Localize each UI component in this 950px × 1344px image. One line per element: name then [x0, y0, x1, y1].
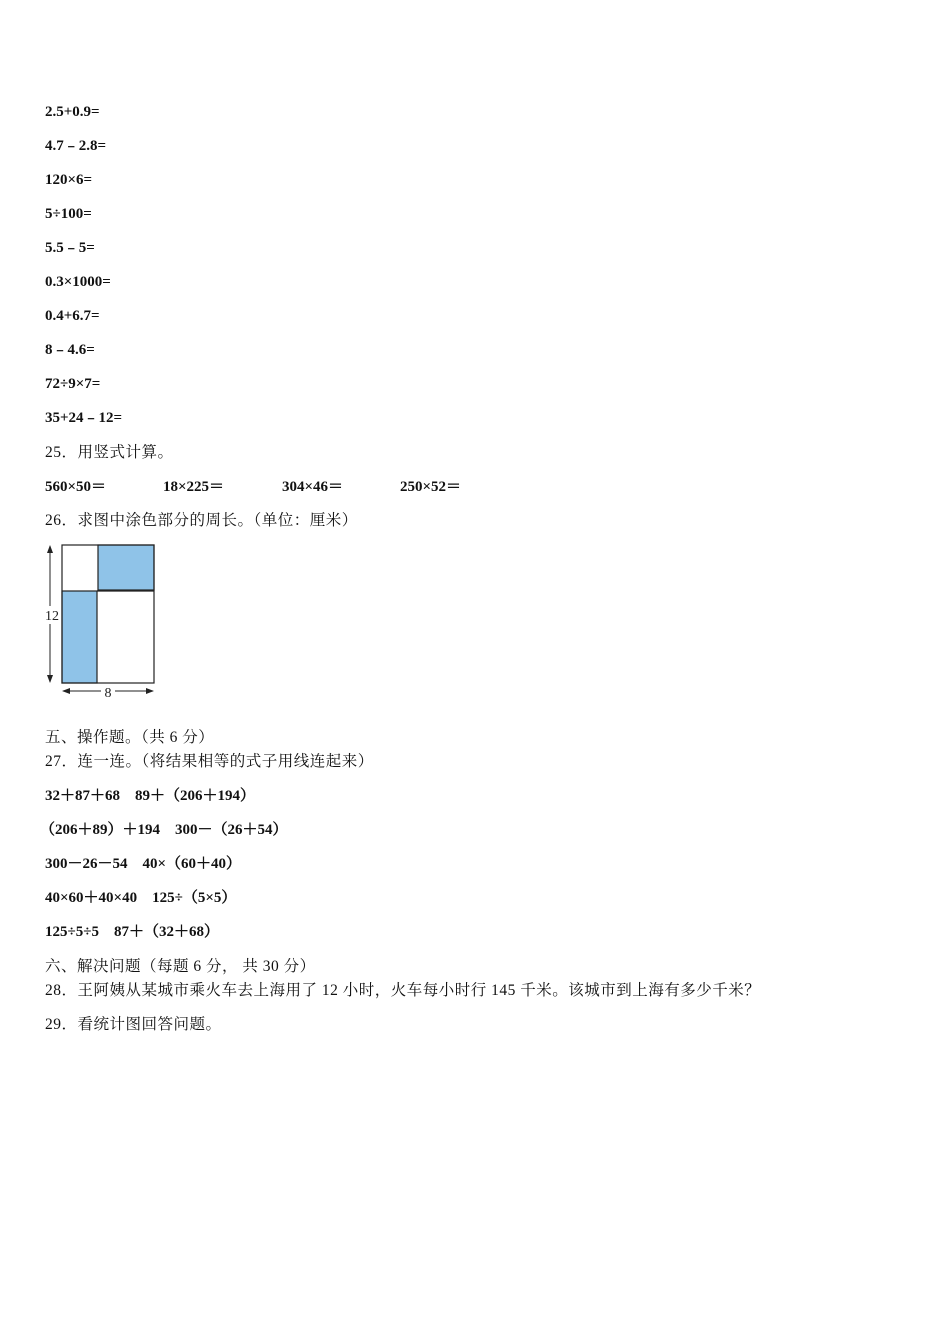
shaded-region-top — [98, 545, 154, 590]
oral-calc-item: 5.5﹣5= — [45, 240, 95, 256]
oral-calc-item: 120×6= — [45, 172, 93, 188]
oral-calc-item: 5÷100= — [45, 206, 92, 222]
oral-calc-item: 35+24﹣12= — [45, 410, 123, 426]
matching-row: 300－26－54 40×（60＋40） — [45, 856, 242, 872]
shaded-region-left — [62, 591, 97, 683]
arrow-down-icon — [47, 675, 53, 683]
oral-calc-item: 0.3×1000= — [45, 274, 111, 290]
width-label: 8 — [104, 686, 112, 701]
vertical-calc-item: 560×50＝ — [45, 479, 107, 495]
question-27-title: 27．连一连。（将结果相等的式子用线连起来） — [45, 753, 374, 770]
question-29-text: 29．看统计图回答问题。 — [45, 1016, 222, 1033]
oral-calc-item: 4.7﹣2.8= — [45, 138, 107, 154]
question-25-title: 25．用竖式计算。 — [45, 444, 174, 461]
arrow-left-icon — [62, 688, 70, 694]
arrow-right-icon — [146, 688, 154, 694]
section-5-heading: 五、操作题。（共 6 分） — [45, 729, 215, 746]
oral-calc-item: 2.5+0.9= — [45, 104, 100, 120]
vertical-calc-item: 250×52＝ — [400, 479, 462, 495]
vertical-calc-item: 304×46＝ — [282, 479, 344, 495]
oral-calc-item: 8﹣4.6= — [45, 342, 95, 358]
section-6-heading: 六、解决问题（每题 6 分， 共 30 分） — [45, 958, 316, 975]
matching-row: 125÷5÷5 87＋（32＋68） — [45, 924, 219, 940]
shaded-rectangle-figure — [40, 538, 165, 703]
oral-calc-item: 0.4+6.7= — [45, 308, 100, 324]
arrow-up-icon — [47, 545, 53, 553]
height-label: 12 — [45, 609, 59, 624]
question-28-text: 28．王阿姨从某城市乘火车去上海用了 12 小时，火车每小时行 145 千米。该城市到上海有多少千米？ — [45, 982, 761, 999]
matching-row: 32＋87＋68 89＋（206＋194） — [45, 788, 256, 804]
question-26-title: 26．求图中涂色部分的周长。（单位：厘米） — [45, 512, 358, 529]
oral-calc-item: 72÷9×7= — [45, 376, 101, 392]
vertical-calc-item: 18×225＝ — [163, 479, 225, 495]
matching-row: （206＋89）＋194 300－（26＋54） — [40, 822, 288, 838]
matching-row: 40×60＋40×40 125÷（5×5） — [45, 890, 237, 906]
